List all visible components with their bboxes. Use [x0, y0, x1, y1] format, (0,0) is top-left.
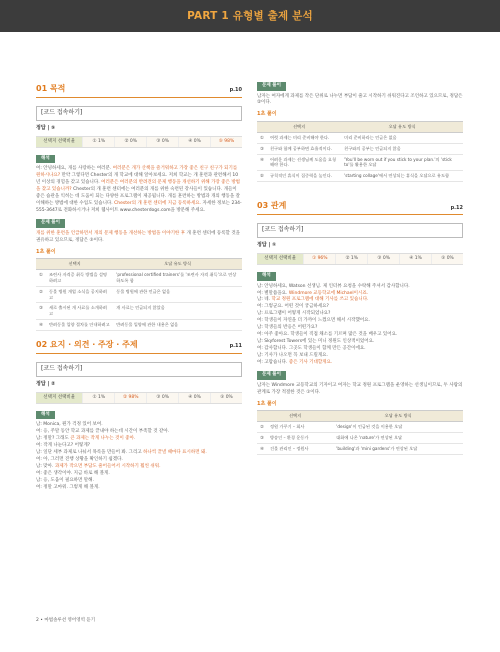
table-row: [257, 421, 463, 432]
table-header: 선택지: [257, 121, 341, 132]
ratio-label: 선택지 선택비율: [257, 254, 304, 264]
text: Chester의 개 훈련 센터에는 여러분의 개를 위한 숙련된 강사들이 있습니다. 개들이 좋은 습관을 익히는 데 도움이 되는 다양한 프로그램이 제공됩니다. 개를 훈련하는 방법과 개의 행동을 잘 이해하는 방법에 대한 수업도 있습니다.: [36, 187, 241, 207]
highlight: 여러분은 여러분의 반려견의 문제 행동을 개선하기 위해 가장 좋은 방법을 찾고 있습니까?: [36, 180, 241, 193]
section-02-header: [36, 339, 242, 354]
distractor-reason: 동물 병원에 관한 언급은 없음: [113, 286, 242, 303]
ratio-cell: ① 1%: [83, 137, 115, 147]
section-01-page: p.10: [229, 87, 242, 94]
text: 남: 프로그램이 어떻게 시작되었나요?: [257, 311, 331, 317]
quick-solve-title: 1초 풀이: [257, 400, 277, 407]
section-02-solution: 남자는 여자에게 과제를 작은 단위로 나누면 부담이 줄고 시작하기 쉬워진다고 조언하고 있으므로, 정답은 ②이다.: [257, 93, 463, 106]
ratio-cell-correct: ① 96%: [304, 254, 336, 264]
section-01-translation: [36, 166, 242, 215]
text: 개 훈련 센터에 등록할 것을 권유하고 있으므로, 정답은 ⑤이다.: [36, 230, 241, 243]
section-01-ratio-row: [36, 136, 242, 148]
distractor-reason: 미리 준비하라는 언급은 없음: [341, 132, 463, 143]
option-text: 반려동물 입양 절차를 안내하려고: [46, 320, 113, 331]
solution-tag: 문제 풀이: [257, 82, 286, 91]
option-text: 여럿 과제는 미리 준비해야 한다.: [267, 132, 341, 143]
section-02-code-link[interactable]: [코드 접속하기]: [36, 362, 242, 377]
text: 여: 안녕하세요, 개를 사랑하는 여러분.: [36, 166, 113, 172]
section-03-ratio-row: [257, 253, 463, 265]
distractor-reason: 'professional certified trainers'를 '조련사 자격 취득'으로 연상하도록 함: [113, 269, 242, 286]
ratio-cell: ② 0%: [115, 137, 147, 147]
ratio-label: 선택지 선택비율: [36, 393, 83, 403]
text: 여: 감사합니다. 그곳도 학생들이 함께 만든 공간이에요.: [257, 346, 366, 352]
ratio-cell: ④ 1%: [400, 254, 432, 264]
table-header: 오답 유도 방식: [341, 121, 463, 132]
highlight: 큰 과제는 작게 나누는 것이 좋아.: [70, 436, 136, 442]
translation-tag: 해석: [36, 155, 55, 164]
text: 여: 작게 나눈다고? 어떻게?: [36, 443, 91, 449]
highlight: 개를 위한 훈련을 언급하면서 개의 문제 행동을 개선하는 방법을 이야기한 후: [36, 230, 186, 236]
option-text: 방송인 – 환경 운동가: [267, 432, 333, 443]
highlight: 하나씩 끝낼 때마다 표시하면 돼.: [143, 450, 207, 456]
section-02-ratio-row: [36, 392, 242, 404]
text: 남: 학생들의 반응은 어떤가요?: [257, 325, 318, 331]
text: 남: 안녕하세요, Watson 선생님. 제 인터뷰 요청을 수락해 주셔서 감사합니다.: [257, 283, 410, 289]
section-03-title: 03 관계: [257, 201, 287, 211]
option-number: ②: [36, 286, 46, 303]
text: 여: 고맙습니다.: [257, 360, 289, 366]
ratio-cell: ① 1%: [83, 393, 115, 403]
section-01-header: [36, 83, 242, 98]
ratio-cell-correct: ② 98%: [115, 393, 147, 403]
option-number: ①: [36, 269, 46, 286]
text: 여: 좋은 생각이야. 지금 바로 해 볼게.: [36, 471, 110, 477]
distractor-reason: 개 사료는 언급되지 않았음: [113, 303, 242, 320]
option-text: 정원 가꾸기 – 회사: [267, 421, 333, 432]
option-number: ③: [257, 432, 267, 443]
table-row: [257, 143, 463, 154]
translation-tag: 해석: [257, 272, 276, 281]
section-01-title: 01 목적: [36, 84, 66, 93]
section-03-header: [257, 200, 463, 215]
ratio-cell: ② 1%: [336, 254, 368, 264]
text: 남: 네.: [257, 297, 272, 303]
text: 남: 기사가 나오면 꼭 보내 드릴게요.: [257, 353, 328, 359]
option-number: ③: [257, 143, 267, 154]
text: 남: Monica, 뭔가 걱정 있어 보여.: [36, 422, 103, 428]
distractor-reason: 'design'이 언급된 것을 이용한 오답: [333, 421, 463, 432]
option-text: 규칙적인 휴식이 집중력을 높인다.: [267, 171, 341, 182]
section-03-options-table: [257, 410, 463, 455]
text: 남: 정말? 그래도: [36, 436, 71, 442]
section-01-code-link[interactable]: [코드 접속하기]: [36, 106, 242, 121]
text: 여: 별말씀을요.: [257, 290, 289, 296]
dialogue-line: [257, 284, 463, 291]
ratio-cell: ⑤ 0%: [432, 254, 463, 264]
ratio-cell: ③ 0%: [147, 137, 179, 147]
page-banner: [0, 0, 500, 32]
section-02-title: 02 요지 · 의견 · 주장 · 주제: [36, 340, 138, 350]
section-03-answer: 정답 | ①: [257, 241, 277, 248]
dialogue-line: [257, 360, 463, 367]
translation-tag: 해석: [36, 411, 55, 420]
table-row: [257, 443, 463, 454]
distractor-reason: 'You'll be worn out if you stick to your plan.'의 'stick to'를 활용한 오답: [341, 154, 463, 171]
text: 남: 맞아.: [36, 464, 55, 470]
ratio-cell: ④ 0%: [179, 393, 211, 403]
right-column: [257, 82, 463, 463]
option-number: ③: [36, 303, 46, 320]
table-row: [257, 432, 463, 443]
section-02-answer: 정답 | ②: [36, 380, 56, 387]
ratio-label: 선택지 선택비율: [36, 137, 83, 147]
section-03-page: p.12: [450, 204, 463, 211]
section-03-solution: 남자는 Windmore 교등학교의 기자이고 여자는 학교 정원 프로그램을 운영하는 선생님이므로, 두 사람의 관계로 가장 적절한 것은 ①이다.: [257, 382, 463, 395]
text: 자세한 정보는 234-555-3647로 전화하시거나 저희 웹사이트 www.chesterdogs.com을 방문해 주세요.: [36, 201, 242, 214]
highlight: 학교 정원 프로그램에 대해 기사를 쓰고 있습니다.: [271, 297, 369, 303]
page-banner-title: PART 1 유형별 출제 분석: [187, 10, 313, 22]
option-number: ②: [257, 421, 267, 432]
option-text: 동물 병원 개업 소식을 공지하려고: [46, 286, 113, 303]
table-row: [257, 171, 463, 182]
ratio-cell: ③ 0%: [147, 393, 179, 403]
section-01-options-table: [36, 258, 242, 331]
page-footer: 2 • 마법솔루션 영어영역 듣기: [36, 618, 96, 623]
highlight: Chester의 개 훈련 센터에 지금 등록하세요.: [114, 201, 202, 207]
option-text: 어려운 과제는 선생님께 도움을 요청해야 한다.: [267, 154, 341, 171]
section-01-solution: [36, 231, 242, 245]
distractor-reason: 'starting collage'에서 연상되는 휴식을 오답으로 유도함: [341, 171, 463, 182]
section-02-page: p.11: [229, 343, 242, 350]
text: 여: 응, 주말 동안 학교 과제를 끝내야 하는데 시간이 부족할 것 같아.: [36, 429, 170, 435]
option-number: ④: [36, 320, 46, 331]
section-02-options-table: [257, 121, 463, 182]
text: 여: 정말 고마워. 그렇게 해 볼게.: [36, 485, 100, 491]
ratio-cell: ⑤ 0%: [211, 393, 242, 403]
quick-solve-title: 1초 풀이: [257, 111, 277, 118]
left-column: [36, 83, 242, 496]
section-01-answer: 정답 | ⑤: [36, 124, 56, 131]
section-02-dialogue: [36, 422, 242, 492]
option-text: 건물 관리인 – 정원사: [267, 443, 333, 454]
text: 여: 아주 좋아요. 학생들이 직접 채소를 기르며 많은 것을 배우고 있어요.: [257, 332, 398, 338]
highlight: 여러분은 개가 산책을 즐거워하고 가장 좋은 친구 친구가 되기를 원하시나요?: [36, 166, 238, 179]
ratio-cell: ④ 0%: [179, 137, 211, 147]
table-row: [257, 132, 463, 143]
table-row: [36, 286, 242, 303]
option-number: ⑤: [257, 171, 267, 182]
text: 남: Skyforest Towers에 있는 미니 정원도 인상적이었어요.: [257, 339, 375, 345]
text: 남: 일단 세부 과제로 나눠서 목록을 만들어 봐. 그리고: [36, 450, 144, 456]
table-header: 선택지: [36, 258, 113, 269]
ratio-cell: ③ 0%: [368, 254, 400, 264]
table-row: [36, 303, 242, 320]
solution-tag: 문제 풀이: [257, 371, 286, 380]
highlight: 좋은 기사 기대할게요.: [288, 360, 333, 366]
solution-tag: 문제 풀이: [36, 219, 65, 228]
option-number: ④: [257, 443, 267, 454]
dialogue-line: [36, 485, 242, 492]
distractor-reason: 'building'과 'mini gardens'가 연상된 오답: [333, 443, 463, 454]
text: 만약 그렇다면 Chester의 개 학교에 대해 알아보세요. 저희 학교는 개 훈련과 관련해서 10년 이상의 경험을 갖고 있습니다.: [36, 173, 239, 186]
table-header: 오답 유도 방식: [333, 410, 463, 421]
text: 여: 학생들이 자연을 더 가까이 느꼈으면 해서 시작했어요.: [257, 318, 370, 324]
distractor-reason: 반려동물 입양에 관한 내용은 없음: [113, 320, 242, 331]
table-row: [257, 154, 463, 171]
option-text: 조련사 자격증 취득 방법을 설명하려고: [46, 269, 113, 286]
table-header: 선택지: [257, 410, 333, 421]
section-03-code-link[interactable]: [코드 접속하기]: [257, 223, 463, 238]
highlight: Windmore 교등학교에 Michael이시죠.: [288, 290, 369, 296]
option-number: ①: [257, 132, 267, 143]
table-row: [36, 320, 242, 331]
ratio-cell-correct: ⑤ 98%: [211, 137, 242, 147]
text: 남: 응, 도움이 필요하면 말해.: [36, 478, 94, 484]
option-number: ④: [257, 154, 267, 171]
option-text: 친구와 함께 공부하면 효율적이다.: [267, 143, 341, 154]
quick-solve-title: 1초 풀이: [36, 248, 56, 255]
text: 여: 그렇군요. 어떤 것이 궁금하세요?: [257, 304, 329, 310]
option-text: 새로 출시된 개 사료를 소개하려고: [46, 303, 113, 320]
table-header: 오답 유도 방식: [113, 258, 242, 269]
table-row: [36, 269, 242, 286]
section-03-dialogue: [257, 284, 463, 368]
distractor-reason: 친구와의 공부는 언급되지 않음: [341, 143, 463, 154]
text: 여: 아, 그러면 진행 상황을 확인하기 쉽겠다.: [36, 457, 123, 463]
highlight: 과제가 작으면 부담도 줄어들어서 시작하기 훨씬 쉬워.: [54, 464, 161, 470]
distractor-reason: 대화에 나온 'nature'가 연상된 오답: [333, 432, 463, 443]
